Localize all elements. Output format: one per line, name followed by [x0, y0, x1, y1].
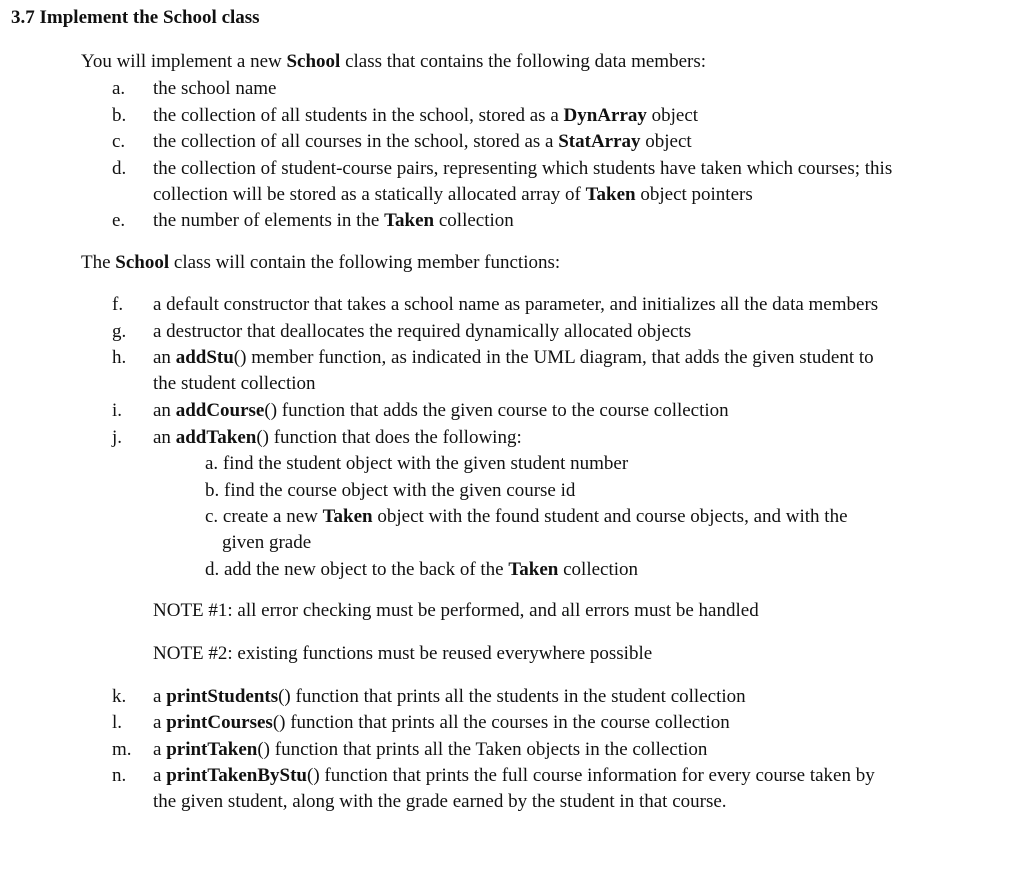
item-text-line2: collection will be stored as a statically allocated array of Taken object pointers [153, 184, 753, 205]
item-text: a default constructor that takes a school name as parameter, and initializes all the data members [153, 294, 879, 315]
item-text: a destructor that deallocates the required dynamically allocated objects [153, 321, 692, 342]
item-text: a printTakenByStu() function that prints the full course information for every course taken by [153, 765, 875, 786]
intro-prefix: You will implement a new [81, 51, 287, 72]
item-label: k. [112, 686, 127, 707]
item-text: the collection of all courses in the school, stored as a StatArray object [153, 131, 692, 152]
addtaken-step: d. add the new object to the back of the Taken collection [205, 559, 639, 580]
item-label: b. [112, 105, 127, 126]
item-label: h. [112, 347, 127, 368]
item-label: e. [112, 210, 126, 231]
addtaken-step: b. find the course object with the given course id [205, 480, 576, 501]
item-label: g. [112, 321, 127, 342]
item-label: n. [112, 765, 127, 786]
item-label: f. [112, 294, 124, 315]
item-text: the number of elements in the Taken collection [153, 210, 514, 231]
item-text: the school name [153, 78, 277, 99]
functions-intro-paragraph: The School class will contain the following member functions: [81, 252, 561, 273]
addtaken-step: c. create a new Taken object with the found student and course objects, and with the [205, 506, 848, 527]
item-label: i. [112, 400, 123, 421]
item-text: the collection of student-course pairs, representing which students have taken which courses; this [153, 158, 893, 179]
addtaken-step: a. find the student object with the given student number [205, 453, 629, 474]
item-label: l. [112, 712, 123, 733]
addtaken-step-line2: given grade [222, 532, 312, 553]
item-text: an addTaken() function that does the following: [153, 427, 522, 448]
item-label: m. [112, 739, 132, 760]
intro-paragraph [81, 51, 706, 73]
item-text: a printCourses() function that prints all the courses in the course collection [153, 712, 730, 733]
functions-intro-class-name: School [115, 252, 170, 273]
item-text: the collection of all students in the school, stored as a DynArray object [153, 105, 699, 126]
section-heading: 3.7 Implement the School class [11, 7, 260, 28]
item-text: a printStudents() function that prints all the students in the student collection [153, 686, 746, 707]
item-text-line2: the given student, along with the grade earned by the student in that course. [153, 791, 727, 812]
item-label: d. [112, 158, 127, 179]
item-label: a. [112, 78, 126, 99]
item-text-line2: the student collection [153, 373, 316, 394]
item-text: an addStu() member function, as indicated in the UML diagram, that adds the given student to [153, 347, 874, 368]
item-text: a printTaken() function that prints all the Taken objects in the collection [153, 739, 708, 760]
item-label: c. [112, 131, 126, 152]
item-text: an addCourse() function that adds the given course to the course collection [153, 400, 729, 421]
item-label: j. [112, 427, 123, 448]
note-reuse-functions: NOTE #2: existing functions must be reused everywhere possible [153, 643, 653, 664]
intro-class-name: School [286, 51, 341, 72]
note-error-checking: NOTE #1: all error checking must be performed, and all errors must be handled [153, 600, 759, 621]
intro-suffix: class that contains the following data members: [340, 51, 707, 72]
